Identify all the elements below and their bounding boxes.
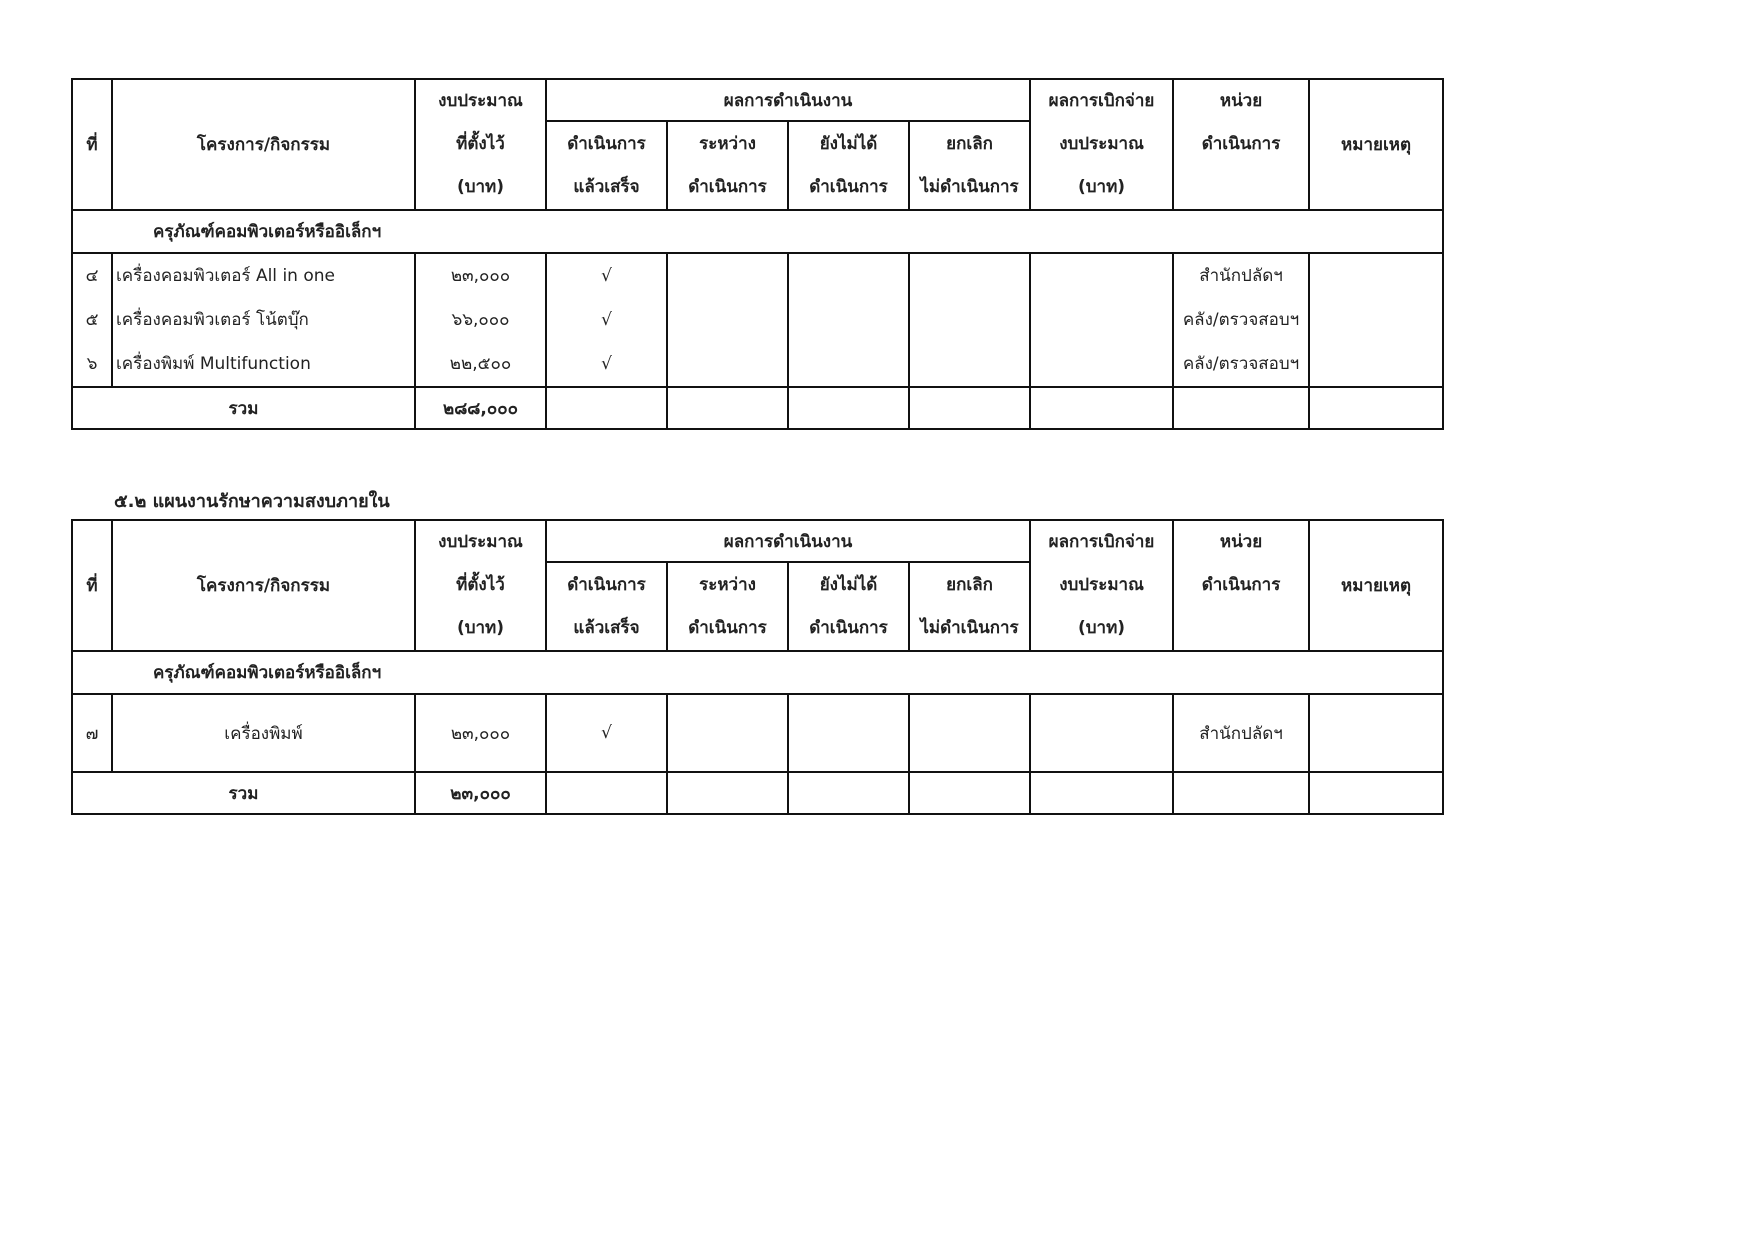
col-header-done: [546, 121, 667, 210]
item-unit-cell: [1173, 253, 1309, 387]
total-empty-cell: [909, 772, 1030, 814]
budget-table-2: [71, 519, 1444, 815]
header-line: ดำเนินการ: [688, 176, 767, 197]
col-header-cancelled: [909, 121, 1030, 210]
header-line: ดำเนินการ: [567, 133, 646, 154]
header-line: (บาท): [1077, 177, 1126, 197]
item-project: เครื่องคอมพิวเตอร์ All in one: [116, 266, 335, 286]
col-header-unit: [1173, 520, 1309, 651]
header-line: (บาท): [1077, 618, 1126, 638]
col-header-no: ที่: [72, 79, 112, 210]
col-header-no: ที่: [72, 520, 112, 651]
check-mark: √: [601, 354, 612, 374]
item-unit: สำนักปลัดฯ: [1199, 266, 1283, 286]
item-no: ๖: [86, 354, 98, 374]
header-line: ผลการเบิกจ่าย: [1048, 91, 1155, 111]
check-mark: √: [546, 694, 667, 772]
header-line: ยกเลิก: [946, 133, 993, 154]
item-cancelled-cell: [909, 694, 1030, 772]
item-no: ๕: [85, 310, 99, 330]
col-header-not-started: [788, 562, 909, 651]
total-empty-cell: [1309, 387, 1443, 429]
item-in-progress-cell: [667, 253, 788, 387]
header-line: ระหว่าง: [699, 133, 756, 154]
col-header-results: ผลการดำเนินงาน: [546, 79, 1030, 121]
total-empty-cell: [667, 387, 788, 429]
item-budget-cell: [415, 253, 546, 387]
total-row: [72, 387, 1443, 429]
item-cancelled-cell: [909, 253, 1030, 387]
header-line: งบประมาณ: [438, 91, 523, 111]
item-row: [72, 694, 1443, 772]
col-header-in-progress: [667, 121, 788, 210]
total-label: รวม: [72, 772, 415, 814]
col-header-budget: [415, 520, 546, 651]
col-header-remarks: หมายเหตุ: [1309, 79, 1443, 210]
total-empty-cell: [1173, 387, 1309, 429]
header-line: ที่ตั้งไว้: [456, 575, 505, 595]
header-line: (บาท): [456, 618, 505, 638]
item-project: เครื่องคอมพิวเตอร์ โน้ตบุ๊ก: [116, 310, 309, 330]
category-label: ครุภัณฑ์คอมพิวเตอร์หรืออิเล็กฯ: [72, 210, 1443, 253]
total-empty-cell: [909, 387, 1030, 429]
header-line: หน่วย: [1219, 91, 1263, 111]
item-budget: ๖๖,๐๐๐: [451, 310, 510, 330]
col-header-disbursement: [1030, 520, 1173, 651]
item-unit: คลัง/ตรวจสอบฯ: [1182, 310, 1300, 330]
item-project-cell: [112, 253, 415, 387]
header-line: ดำเนินการ: [809, 617, 888, 638]
header-line: ไม่ดำเนินการ: [920, 617, 1019, 638]
col-header-in-progress: [667, 562, 788, 651]
header-line: งบประมาณ: [1059, 575, 1144, 595]
item-not-started-cell: [788, 253, 909, 387]
item-disbursement-cell: [1030, 694, 1173, 772]
header-line: ระหว่าง: [699, 574, 756, 595]
item-no: ๔: [85, 266, 99, 286]
col-header-remarks: หมายเหตุ: [1309, 520, 1443, 651]
header-line: ดำเนินการ: [1201, 575, 1281, 595]
total-empty-cell: [788, 387, 909, 429]
item-budget: ๒๓,๐๐๐: [450, 266, 511, 286]
total-empty-cell: [546, 772, 667, 814]
item-project: เครื่องพิมพ์ Multifunction: [116, 354, 311, 374]
total-empty-cell: [1030, 387, 1173, 429]
col-header-budget: [415, 79, 546, 210]
total-empty-cell: [667, 772, 788, 814]
header-line: ยกเลิก: [946, 574, 993, 595]
item-unit: คลัง/ตรวจสอบฯ: [1182, 354, 1300, 374]
total-empty-cell: [546, 387, 667, 429]
item-in-progress-cell: [667, 694, 788, 772]
col-header-project: โครงการ/กิจกรรม: [112, 520, 415, 651]
check-mark: √: [601, 310, 612, 330]
item-disbursement-cell: [1030, 253, 1173, 387]
col-header-results: ผลการดำเนินงาน: [546, 520, 1030, 562]
col-header-cancelled: [909, 562, 1030, 651]
header-line: แล้วเสร็จ: [573, 617, 640, 638]
col-header-disbursement: [1030, 79, 1173, 210]
header-line: ไม่ดำเนินการ: [920, 176, 1019, 197]
total-empty-cell: [1309, 772, 1443, 814]
header-line: งบประมาณ: [1059, 134, 1144, 154]
category-row: [72, 210, 1443, 253]
header-line: แล้วเสร็จ: [573, 176, 640, 197]
header-line: งบประมาณ: [438, 532, 523, 552]
total-row: [72, 772, 1443, 814]
item-no: ๗: [72, 694, 112, 772]
total-empty-cell: [1030, 772, 1173, 814]
item-budget: ๒๒,๕๐๐: [449, 354, 512, 374]
header-line: ดำเนินการ: [567, 574, 646, 595]
header-line: ดำเนินการ: [1201, 134, 1281, 154]
col-header-done: [546, 562, 667, 651]
total-budget: ๒๘๘,๐๐๐: [415, 387, 546, 429]
col-header-not-started: [788, 121, 909, 210]
item-unit: สำนักปลัดฯ: [1173, 694, 1309, 772]
budget-table-1: [71, 78, 1444, 430]
header-line: (บาท): [456, 177, 505, 197]
item-done-cell: [546, 253, 667, 387]
header-line: ดำเนินการ: [688, 617, 767, 638]
section-title: ๕.๒ แผนงานรักษาความสงบภายใน: [114, 491, 390, 512]
header-line: ที่ตั้งไว้: [456, 134, 505, 154]
header-row: [72, 79, 1443, 121]
items-group: [72, 253, 1443, 387]
header-line: ยังไม่ได้: [819, 133, 878, 154]
header-line: หน่วย: [1219, 532, 1263, 552]
col-header-unit: [1173, 79, 1309, 210]
item-remarks-cell: [1309, 253, 1443, 387]
total-empty-cell: [1173, 772, 1309, 814]
total-empty-cell: [788, 772, 909, 814]
header-line: [1177, 607, 1305, 650]
total-budget: ๒๓,๐๐๐: [415, 772, 546, 814]
check-mark: √: [601, 266, 612, 286]
category-label: ครุภัณฑ์คอมพิวเตอร์หรืออิเล็กฯ: [72, 651, 1443, 694]
item-no-cell: [72, 253, 112, 387]
col-header-project: โครงการ/กิจกรรม: [112, 79, 415, 210]
header-row: [72, 520, 1443, 562]
item-project: เครื่องพิมพ์: [112, 694, 415, 772]
category-row: [72, 651, 1443, 694]
total-label: รวม: [72, 387, 415, 429]
item-not-started-cell: [788, 694, 909, 772]
item-remarks-cell: [1309, 694, 1443, 772]
item-budget: ๒๓,๐๐๐: [415, 694, 546, 772]
header-line: ยังไม่ได้: [819, 574, 878, 595]
header-line: ผลการเบิกจ่าย: [1048, 532, 1155, 552]
header-line: ดำเนินการ: [809, 176, 888, 197]
header-line: [1177, 166, 1305, 209]
